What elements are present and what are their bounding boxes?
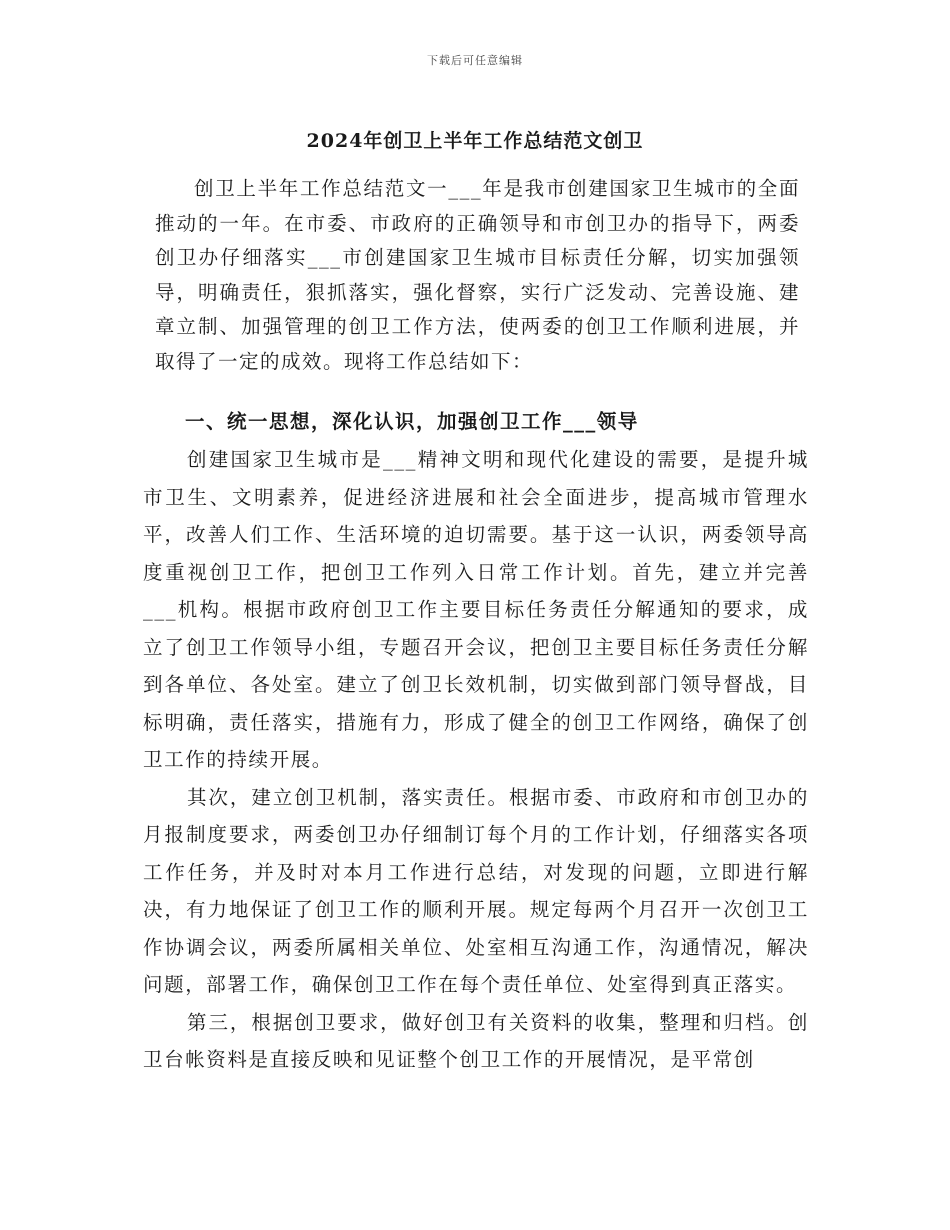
section-heading-1: 一、统一思想，深化认识，加强创卫工作___领导: [185, 410, 639, 433]
paragraph-1: 创建国家卫生城市是___精神文明和现代化建设的需要，是提升城市卫生、文明素养，促进经济进展和社会全面进步，提高城市管理水平，改善人们工作、生活环境的迫切需要。基于这一认识，两委领导高度重视创卫工作，把创卫工作列入日常工作计划。首先，建立并完善___机构。根据市政府创卫工作主要目标任务责任分解通知的要求，成立了创卫工作领导小组，专题召开会议，把创卫主要目标任务责任分解到各单位、各处室。建立了创卫长效机制，切实做到部门领导督战，目标明确，责任落实，措施有力，形成了健全的创卫工作网络，确保了创卫工作的持续开展。: [143, 448, 809, 771]
body-text: [143, 441, 809, 1079]
intro-paragraph: 创卫上半年工作总结范文一___年是我市创建国家卫生城市的全面推动的一年。在市委、市政府的正确领导和市创卫办的指导下，两委创卫办仔细落实___市创建国家卫生城市目标责任分解，切实加强领导，明确责任，狠抓落实，强化督察，实行广泛发动、完善设施、建章立制、加强管理的创卫工作方法，使两委的创卫工作顺利进展，并取得了一定的成效。现将工作总结如下：: [155, 177, 800, 373]
document-title: 2024年创卫上半年工作总结范文创卫: [306, 130, 644, 152]
paragraph-2: 其次，建立创卫机制，落实责任。根据市委、市政府和市创卫办的月报制度要求，两委创卫办仔细制订每个月的工作计划，仔细落实各项工作任务，并及时对本月工作进行总结，对发现的问题，立即进行解决，有力地保证了创卫工作的顺利开展。规定每两个月召开一次创卫工作协调会议，两委所属相关单位、处室相互沟通工作，沟通情况，解决问题，部署工作，确保创卫工作在每个责任单位、处室得到真正落实。: [143, 785, 809, 996]
page-header-note: 下载后可任意编辑: [427, 54, 523, 67]
paragraph-3: 第三，根据创卫要求，做好创卫有关资料的收集，整理和归档。创卫台帐资料是直接反映和见证整个创卫工作的开展情况，是平常创: [143, 1010, 809, 1071]
